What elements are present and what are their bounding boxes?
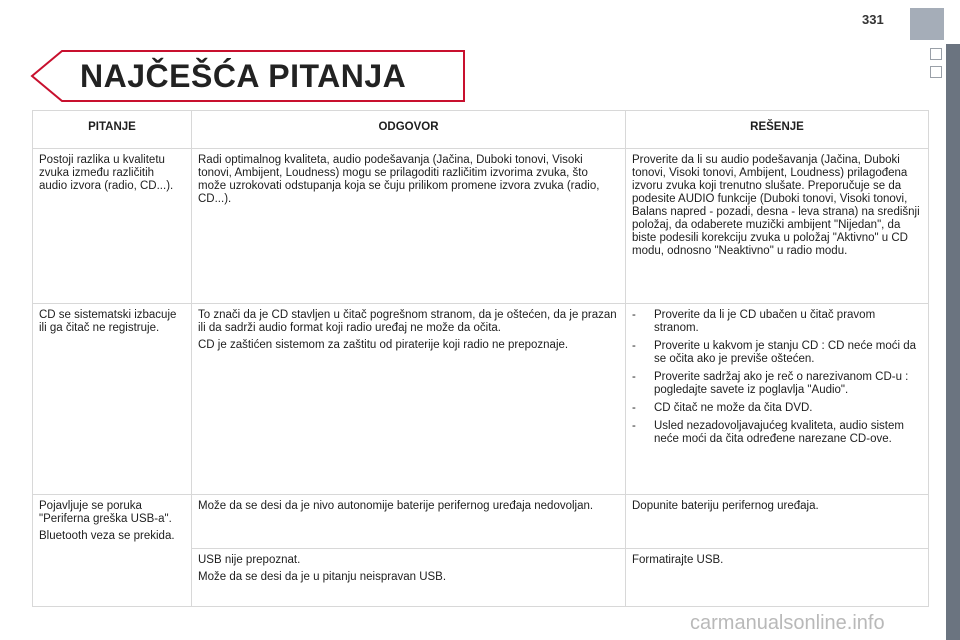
solution-list bbox=[632, 309, 922, 446]
cell-text: Proverite da li su audio podešavanja (Jačina, Duboki tonovi, Visoki tonovi, Ambijent, Loudness) prilagođena izvoru zvuka koji trenutno slušate. Preporučuje se da podesite AUDIO funkcije (Duboki tonovi, Visoki tonovi, Balans napred - pozadi, desna - leva strana) na središnji položaj, da odaberete muzički ambijent "Nijedan", da biste podesili korekciju zvuka u položaj "Aktivno" u CD modu, odnosno "Neaktivno" u radio modu. bbox=[632, 154, 920, 257]
table-row-2-question bbox=[33, 304, 191, 494]
table-row-4-solution bbox=[626, 549, 928, 606]
corner-tab bbox=[910, 8, 944, 40]
cell-text: Pojavljuje se poruka "Periferna greška USB-a". bbox=[39, 500, 172, 525]
table-row-1-question bbox=[33, 149, 191, 303]
square-marker-icon bbox=[930, 66, 942, 78]
square-marker-icon bbox=[930, 48, 942, 60]
table-row-1-answer bbox=[192, 149, 625, 303]
table-row-2-solution bbox=[626, 304, 928, 494]
title-banner bbox=[30, 50, 466, 102]
table-row-3-question bbox=[33, 495, 191, 606]
cell-text: To znači da je CD stavljen u čitač pogrešnom stranom, da je oštećen, da je prazan ili da sadrži audio format koji radio uređaj ne može da očita. bbox=[198, 309, 617, 334]
header-solution: REŠENJE bbox=[626, 111, 928, 148]
cell-text: Radi optimalnog kvaliteta, audio podešavanja (Jačina, Duboki tonovi, Visoki tonovi, Ambijent, Loudness) mogu se prilagoditi različitim izvorima zvuka, što može uzrokovati odstupanja koja se čuju prilikom promene izvora zvuka (radio, CD...). bbox=[198, 154, 600, 205]
faq-table bbox=[32, 110, 929, 607]
list-item: - CD čitač ne može da čita DVD. bbox=[632, 402, 813, 414]
cell-text: CD se sistematski izbacuje ili ga čitač ne registruje. bbox=[39, 309, 177, 334]
page-title: NAJČEŠĆA PITANJA bbox=[80, 58, 407, 94]
cell-text: USB nije prepoznat. bbox=[198, 554, 301, 566]
cell-text: CD je zaštićen sistemom za zaštitu od piraterije koji radio ne prepoznaje. bbox=[198, 339, 569, 351]
list-item: - Proverite u kakvom je stanju CD : CD neće moći da se očita ako je previše oštećen. bbox=[632, 340, 917, 365]
watermark: carmanualsonline.info bbox=[690, 612, 885, 634]
right-edge-strip bbox=[946, 44, 960, 640]
list-item: - Usled nezadovoljavajućeg kvaliteta, audio sistem neće moći da čita određene narezane CD-ove. bbox=[632, 420, 904, 445]
page-number: 331 bbox=[862, 12, 884, 27]
cell-text: Formatirajte USB. bbox=[632, 554, 724, 566]
table-row-2-answer bbox=[192, 304, 625, 494]
header-answer: ODGOVOR bbox=[192, 111, 625, 148]
cell-text: Može da se desi da je u pitanju neispravan USB. bbox=[198, 571, 447, 583]
table-row-3-answer bbox=[192, 495, 625, 548]
table-row-1-solution bbox=[626, 149, 928, 303]
header-question: PITANJE bbox=[33, 111, 191, 148]
table-row-4-answer bbox=[192, 549, 625, 606]
cell-text: Može da se desi da je nivo autonomije baterije perifernog uređaja nedovoljan. bbox=[198, 500, 594, 512]
cell-text: Bluetooth veza se prekida. bbox=[39, 530, 175, 542]
table-row-3-solution bbox=[626, 495, 928, 548]
list-item: - Proverite sadržaj ako je reč o narezivanom CD-u : pogledajte savete iz poglavlja "Audio". bbox=[632, 371, 909, 396]
cell-text: Dopunite bateriju perifernog uređaja. bbox=[632, 500, 819, 512]
cell-text: Postoji razlika u kvalitetu zvuka između različitih audio izvora (radio, CD...). bbox=[39, 154, 174, 192]
list-item: - Proverite da li je CD ubačen u čitač pravom stranom. bbox=[632, 309, 876, 334]
